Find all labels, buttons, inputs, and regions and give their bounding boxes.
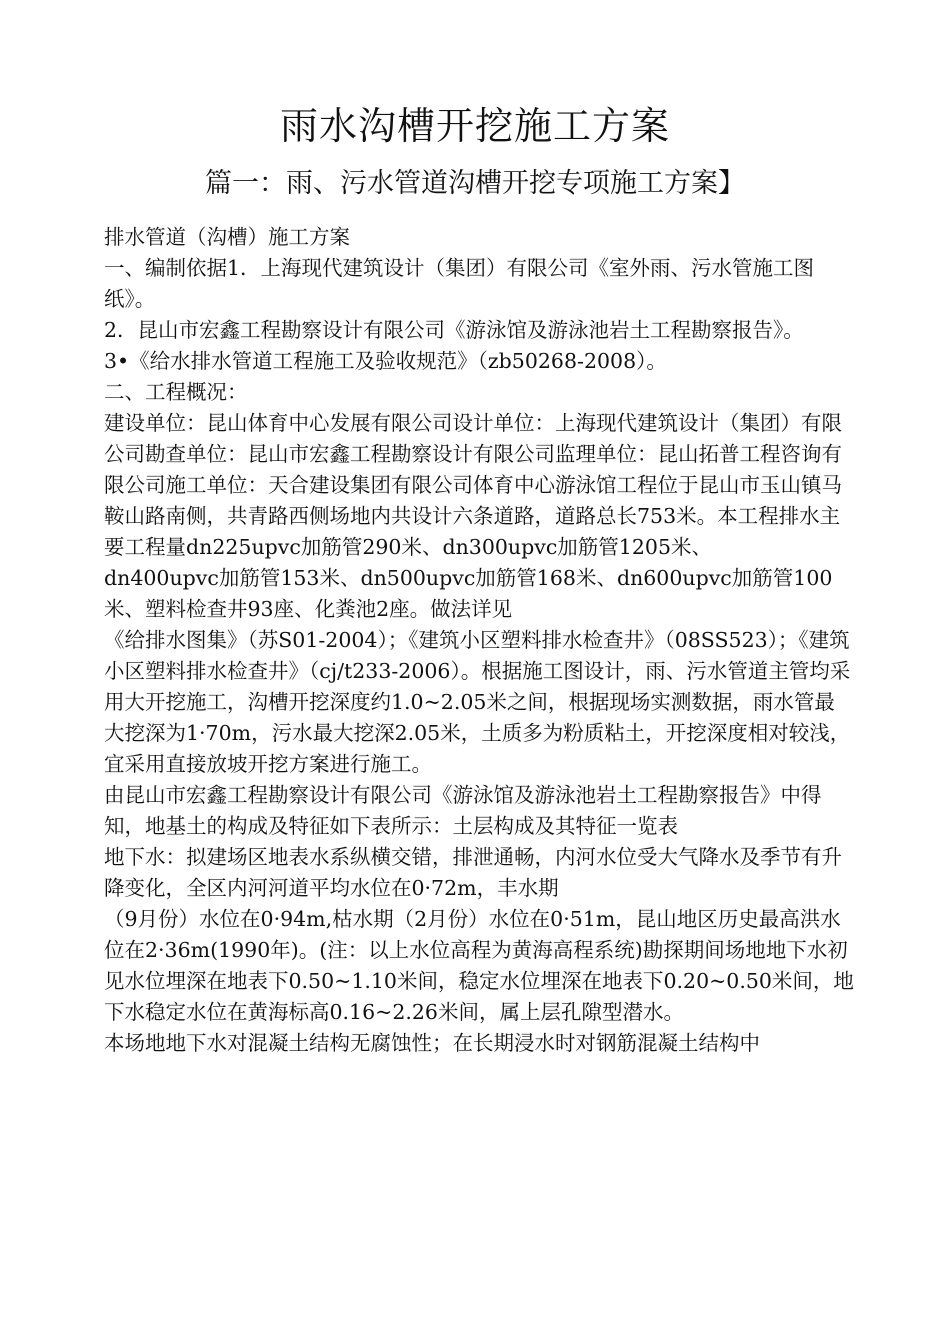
paragraph-corrosion: 本场地地下水对混凝土结构无腐蚀性；在长期浸水时对钢筋混凝土结构中 <box>104 1031 760 1055</box>
paragraph-quantities: dn400upvc加筋管153米、dn500upvc加筋管168米、dn600upvc加筋管100米、塑料检查井93座、化粪池2座。做法详见 <box>104 566 833 621</box>
paragraph-heading: 排水管道（沟槽）施工方案 <box>104 225 350 249</box>
document-body <box>104 222 854 1059</box>
paragraph-water-levels: （9月份）水位在0·94m,枯水期（2月份）水位在0·51m，昆山地区历史最高洪水位在2·36m(1990年)。(注：以上水位高程为黄海高程系统)勘探期间场地地下水初见水位埋深在地表下0.50~1.10米间，稳定水位埋深在地表下0.20~0.50米间，地下水稳定水位在黄海标高0.16~2.26米间，属上层孔隙型潜水。 <box>104 907 854 1024</box>
paragraph-basis-3: 3•《给水排水管道工程施工及验收规范》（zb50268-2008）。 <box>104 349 667 373</box>
paragraph-units: 建设单位：昆山体育中心发展有限公司设计单位：上海现代建筑设计（集团）有限公司勘查单位：昆山市宏鑫工程勘察设计有限公司监理单位：昆山拓普工程咨询有限公司施工单位：天合建设集团有限公司体育中心游泳馆工程位于昆山市玉山镇马鞍山路南侧，共青路西侧场地内共设计六条道路，道路总长753米。本工程排水主要工程量dn225upvc加筋管290米、dn300upvc加筋管1205米、 <box>104 411 842 559</box>
paragraph-basis-1: 一、编制依据1．上海现代建筑设计（集团）有限公司《室外雨、污水管施工图纸》。 <box>104 256 815 311</box>
paragraph-groundwater: 地下水：拟建场区地表水系纵横交错，排泄通畅，内河水位受大气降水及季节有升降变化，全区内河河道平均水位在0·72m，丰水期 <box>104 845 842 900</box>
paragraph-soil: 由昆山市宏鑫工程勘察设计有限公司《游泳馆及游泳池岩土工程勘察报告》中得知，地基土的构成及特征如下表所示：土层构成及其特征一览表 <box>104 783 822 838</box>
paragraph-basis-2: 2．昆山市宏鑫工程勘察设计有限公司《游泳馆及游泳池岩土工程勘察报告》。 <box>104 318 804 342</box>
paragraph-standards: 《给排水图集》（苏S01-2004）；《建筑小区塑料排水检查井》（08SS523）；《建筑小区塑料排水检查井》（cj/t233-2006）。根据施工图设计，雨、污水管道主管均采用大开挖施工，沟槽开挖深度约1.0~2.05米之间，根据现场实测数据，雨水管最大挖深为1·70m，污水最大挖深2.05米，土质多为粉质粘土，开挖深度相对较浅，宜采用直接放坡开挖方案进行施工。 <box>104 628 851 776</box>
document-subtitle: 篇一：雨、污水管道沟槽开挖专项施工方案】 <box>205 168 745 199</box>
paragraph-overview-heading: 二、工程概况： <box>104 380 248 404</box>
document-title: 雨水沟槽开挖施工方案 <box>279 104 670 148</box>
